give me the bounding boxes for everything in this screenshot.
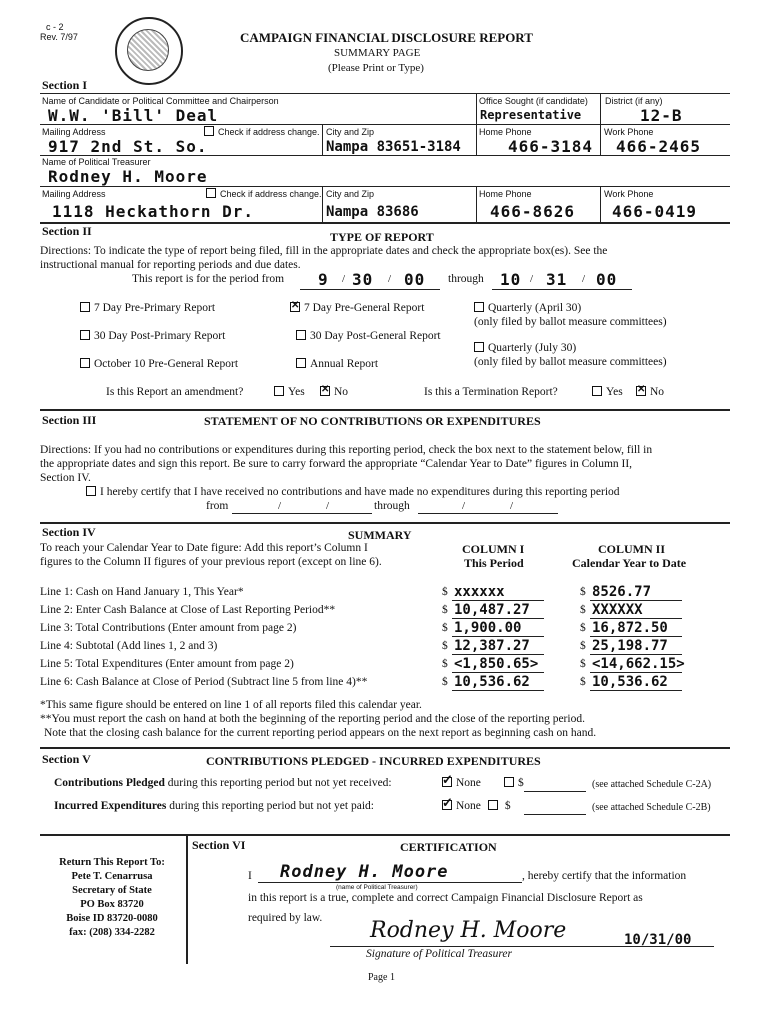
opt-quarterly-april-note: (only filed by ballot measure committees) [474, 316, 667, 328]
summary-note-3: Note that the closing cash balance for the current reporting period appears on the next report as beginning cash on hand. [44, 727, 597, 739]
cert-text-1: , hereby certify that the information [522, 870, 687, 882]
section-4-intro-1: To reach your Calendar Year to Date figure: Add this report’s Column I [40, 542, 368, 554]
cert-text-2: in this report is a true, complete and correct Campaign Financial Disclosure Report as [248, 892, 643, 904]
dollar-sign: $ [580, 586, 586, 598]
section-6-heading: Section VI [192, 838, 246, 852]
treas-work-phone-label: Work Phone [604, 189, 654, 199]
return-address-block: Return This Report To: Pete T. Cenarrusa Secretary of State PO Box 83720 Boise ID 83720-0080 fax: (208) 334-2282 [59, 857, 165, 938]
section-5-title: CONTRIBUTIONS PLEDGED - INCURRED EXPENDITURES [206, 754, 541, 768]
period-from-month[interactable]: 9 [318, 270, 329, 289]
pledged-none-checkbox[interactable]: ✓ None [442, 777, 481, 789]
cert-treasurer-name[interactable]: Rodney H. Moore [280, 862, 449, 882]
treasurer-signature[interactable]: Rodney H. Moore [370, 918, 567, 943]
candidate-field[interactable]: W.W. 'Bill' Deal [48, 106, 219, 125]
cand-city-label: City and Zip [326, 127, 375, 137]
summary-col1-value[interactable]: 1,900.00 [454, 620, 522, 636]
summary-line-label: Line 1: Cash on Hand January 1, This Year* [40, 586, 244, 598]
signature-date[interactable]: 10/31/00 [624, 932, 692, 948]
office-label: Office Sought (if candidate) [479, 96, 588, 106]
form-instruction: (Please Print or Type) [328, 62, 424, 74]
summary-col2-value[interactable]: 10,536.62 [592, 674, 668, 690]
cand-home-phone-field[interactable]: 466-3184 [508, 137, 594, 156]
district-field[interactable]: 12-B [640, 106, 683, 125]
summary-col1-value[interactable]: 10,487.27 [454, 602, 530, 618]
page-number: Page 1 [368, 972, 395, 983]
section-3-heading: Section III [42, 413, 97, 427]
treas-home-phone-label: Home Phone [479, 189, 532, 199]
summary-col1-value[interactable]: 10,536.62 [454, 674, 530, 690]
dollar-sign: $ [442, 622, 448, 634]
opt-quarterly-july[interactable]: Quarterly (July 30) [474, 342, 576, 354]
section-3-through-label: through [374, 500, 410, 512]
summary-line-label: Line 2: Enter Cash Balance at Close of Last Reporting Period** [40, 604, 336, 616]
section-2-directions: Directions: To indicate the type of report being filed, fill in the appropriate dates and check the appropriate box(es). See the [40, 245, 608, 257]
treas-address-change-checkbox[interactable] [206, 188, 322, 199]
dollar-sign: $ [442, 640, 448, 652]
opt-annual[interactable]: Annual Report [296, 358, 378, 370]
summary-line-label: Line 6: Cash Balance at Close of Period (Subtract line 5 from line 4)** [40, 676, 368, 688]
cand-home-phone-label: Home Phone [479, 127, 532, 137]
state-seal-icon [115, 17, 183, 85]
summary-line-label: Line 3: Total Contributions (Enter amount from page 2) [40, 622, 297, 634]
treas-city-label: City and Zip [326, 189, 375, 199]
address-change-label: Check if address change. [218, 127, 320, 137]
amendment-no-checkbox[interactable]: ✕ No [320, 386, 348, 398]
section-4-heading: Section IV [42, 525, 96, 539]
summary-col1-value[interactable]: 12,387.27 [454, 638, 530, 654]
section-3-title: STATEMENT OF NO CONTRIBUTIONS OR EXPENDITURES [204, 414, 541, 428]
section-6-title: CERTIFICATION [400, 840, 497, 854]
summary-col1-value[interactable]: xxxxxx [454, 584, 505, 600]
cand-mailing-label: Mailing Address [42, 127, 106, 137]
opt-quarterly-july-note: (only filed by ballot measure committees) [474, 356, 667, 368]
summary-note-2: **You must report the cash on hand at both the beginning of the reporting period and the close of the reporting period. [40, 713, 585, 725]
cert-text-3: required by law. [248, 912, 323, 924]
dollar-sign: $ [580, 640, 586, 652]
amendment-yes-checkbox[interactable]: Yes [274, 386, 305, 398]
address-change-label: Check if address change. [220, 189, 322, 199]
form-subtitle: SUMMARY PAGE [334, 47, 421, 59]
dollar-sign: $ [442, 676, 448, 688]
section-2-directions-2: instructional manual for reporting periods and due dates. [40, 259, 301, 271]
schedule-c2b-note: (see attached Schedule C-2B) [592, 802, 711, 813]
form-title: CAMPAIGN FINANCIAL DISCLOSURE REPORT [240, 30, 533, 45]
summary-line-label: Line 4: Subtotal (Add lines 1, 2 and 3) [40, 640, 218, 652]
period-label: This report is for the period from [132, 273, 285, 285]
dollar-sign: $ [580, 658, 586, 670]
column-1-subtitle: This Period [464, 556, 524, 570]
revision-date: Rev. 7/97 [40, 32, 78, 42]
no-contributions-checkbox[interactable]: I hereby certify that I have received no contributions and have made no expenditures during this reporting period [86, 486, 620, 498]
period-through-label: through [448, 273, 484, 285]
cert-i: I [248, 870, 252, 882]
treasurer-label: Name of Political Treasurer [42, 157, 151, 167]
cand-address-change-checkbox[interactable] [204, 126, 320, 137]
section-3-dir-2: the appropriate dates and sign this report. Be sure to carry forward the appropriate “Calendar Year to Date” figures in Column II, [40, 458, 633, 470]
opt-7day-pre-primary[interactable]: 7 Day Pre-Primary Report [80, 302, 215, 314]
section-3-dir-3: Section IV. [40, 472, 91, 484]
summary-col1-value[interactable]: <1,850.65> [454, 656, 539, 672]
treas-mailing-label: Mailing Address [42, 189, 106, 199]
signature-caption: Signature of Political Treasurer [366, 948, 512, 960]
termination-no-checkbox[interactable]: ✕ No [636, 386, 664, 398]
summary-line-label: Line 5: Total Expenditures (Enter amount from page 2) [40, 658, 294, 670]
section-1-heading: Section I [42, 78, 87, 92]
section-4-intro-2: figures to the Column II figures of your previous report (except on line 6). [40, 556, 382, 568]
period-from-year[interactable]: 00 [404, 270, 426, 289]
amendment-question: Is this Report an amendment? [106, 386, 244, 398]
treas-address-field[interactable]: 1118 Heckathorn Dr. [52, 202, 255, 221]
dollar-sign: $ [442, 658, 448, 670]
termination-yes-checkbox[interactable]: Yes [592, 386, 623, 398]
opt-october-10[interactable]: October 10 Pre-General Report [80, 358, 238, 370]
pledged-amount-checkbox[interactable]: $ [504, 777, 524, 789]
dollar-sign: $ [442, 604, 448, 616]
dollar-sign: $ [580, 676, 586, 688]
dollar-sign: $ [580, 604, 586, 616]
section-5-heading: Section V [42, 752, 91, 766]
incurred-amount-checkbox[interactable]: $ [488, 800, 511, 812]
treas-city-field[interactable]: Nampa 83686 [326, 204, 419, 220]
section-2-heading: Section II [42, 224, 92, 238]
column-2-title: COLUMN II [598, 542, 666, 556]
section-3-dir-1: Directions: If you had no contributions or expenditures during this reporting period, check the box next to the statement below, fill in [40, 444, 653, 456]
summary-col2-value[interactable]: XXXXXX [592, 602, 643, 618]
schedule-c2a-note: (see attached Schedule C-2A) [592, 779, 712, 790]
summary-col2-value[interactable]: 16,872.50 [592, 620, 668, 636]
opt-30day-post-general[interactable]: 30 Day Post-General Report [296, 330, 441, 342]
termination-question: Is this a Termination Report? [424, 386, 558, 398]
column-2-subtitle: Calendar Year to Date [572, 556, 687, 570]
period-from-day[interactable]: 30 [352, 270, 374, 289]
cand-address-field[interactable]: 917 2nd St. So. [48, 137, 208, 156]
cand-city-field[interactable]: Nampa 83651-3184 [326, 139, 461, 155]
candidate-label: Name of Candidate or Political Committee and Chairperson [42, 96, 279, 106]
period-to-year[interactable]: 00 [596, 270, 618, 289]
incurred-none-checkbox[interactable]: ✓ None [442, 800, 481, 812]
treas-work-phone-field[interactable]: 466-0419 [612, 202, 698, 221]
incurred-row-label: Incurred Expenditures during this reporting period but not yet paid: [54, 800, 374, 812]
section-2-title: TYPE OF REPORT [330, 230, 434, 244]
dollar-sign: $ [442, 586, 448, 598]
summary-col2-value[interactable]: 25,198.77 [592, 638, 668, 654]
column-1-title: COLUMN I [462, 542, 525, 556]
opt-30day-post-primary[interactable]: 30 Day Post-Primary Report [80, 330, 225, 342]
dollar-sign: $ [580, 622, 586, 634]
cand-work-phone-field[interactable]: 466-2465 [616, 137, 702, 156]
opt-7day-pre-general[interactable]: ✕ 7 Day Pre-General Report [290, 302, 424, 314]
opt-quarterly-april[interactable]: Quarterly (April 30) [474, 302, 581, 314]
section-3-from-label: from [206, 500, 229, 512]
summary-col2-value[interactable]: 8526.77 [592, 584, 652, 600]
cert-name-caption: (name of Political Treasurer) [336, 884, 418, 891]
cand-work-phone-label: Work Phone [604, 127, 654, 137]
period-to-month[interactable]: 10 [500, 270, 522, 289]
summary-note-1: *This same figure should be entered on line 1 of all reports filed this calendar year. [40, 699, 422, 711]
section-4-title: SUMMARY [348, 528, 412, 542]
office-field[interactable]: Representative [480, 108, 582, 122]
form-code: c - 2 [46, 22, 64, 32]
summary-col2-value[interactable]: <14,662.15> [592, 656, 685, 672]
district-label: District (if any) [605, 96, 663, 106]
treasurer-field[interactable]: Rodney H. Moore [48, 167, 208, 186]
pledged-row-label: Contributions Pledged during this reporting period but not yet received: [54, 777, 392, 789]
period-to-day[interactable]: 31 [546, 270, 568, 289]
treas-home-phone-field[interactable]: 466-8626 [490, 202, 576, 221]
